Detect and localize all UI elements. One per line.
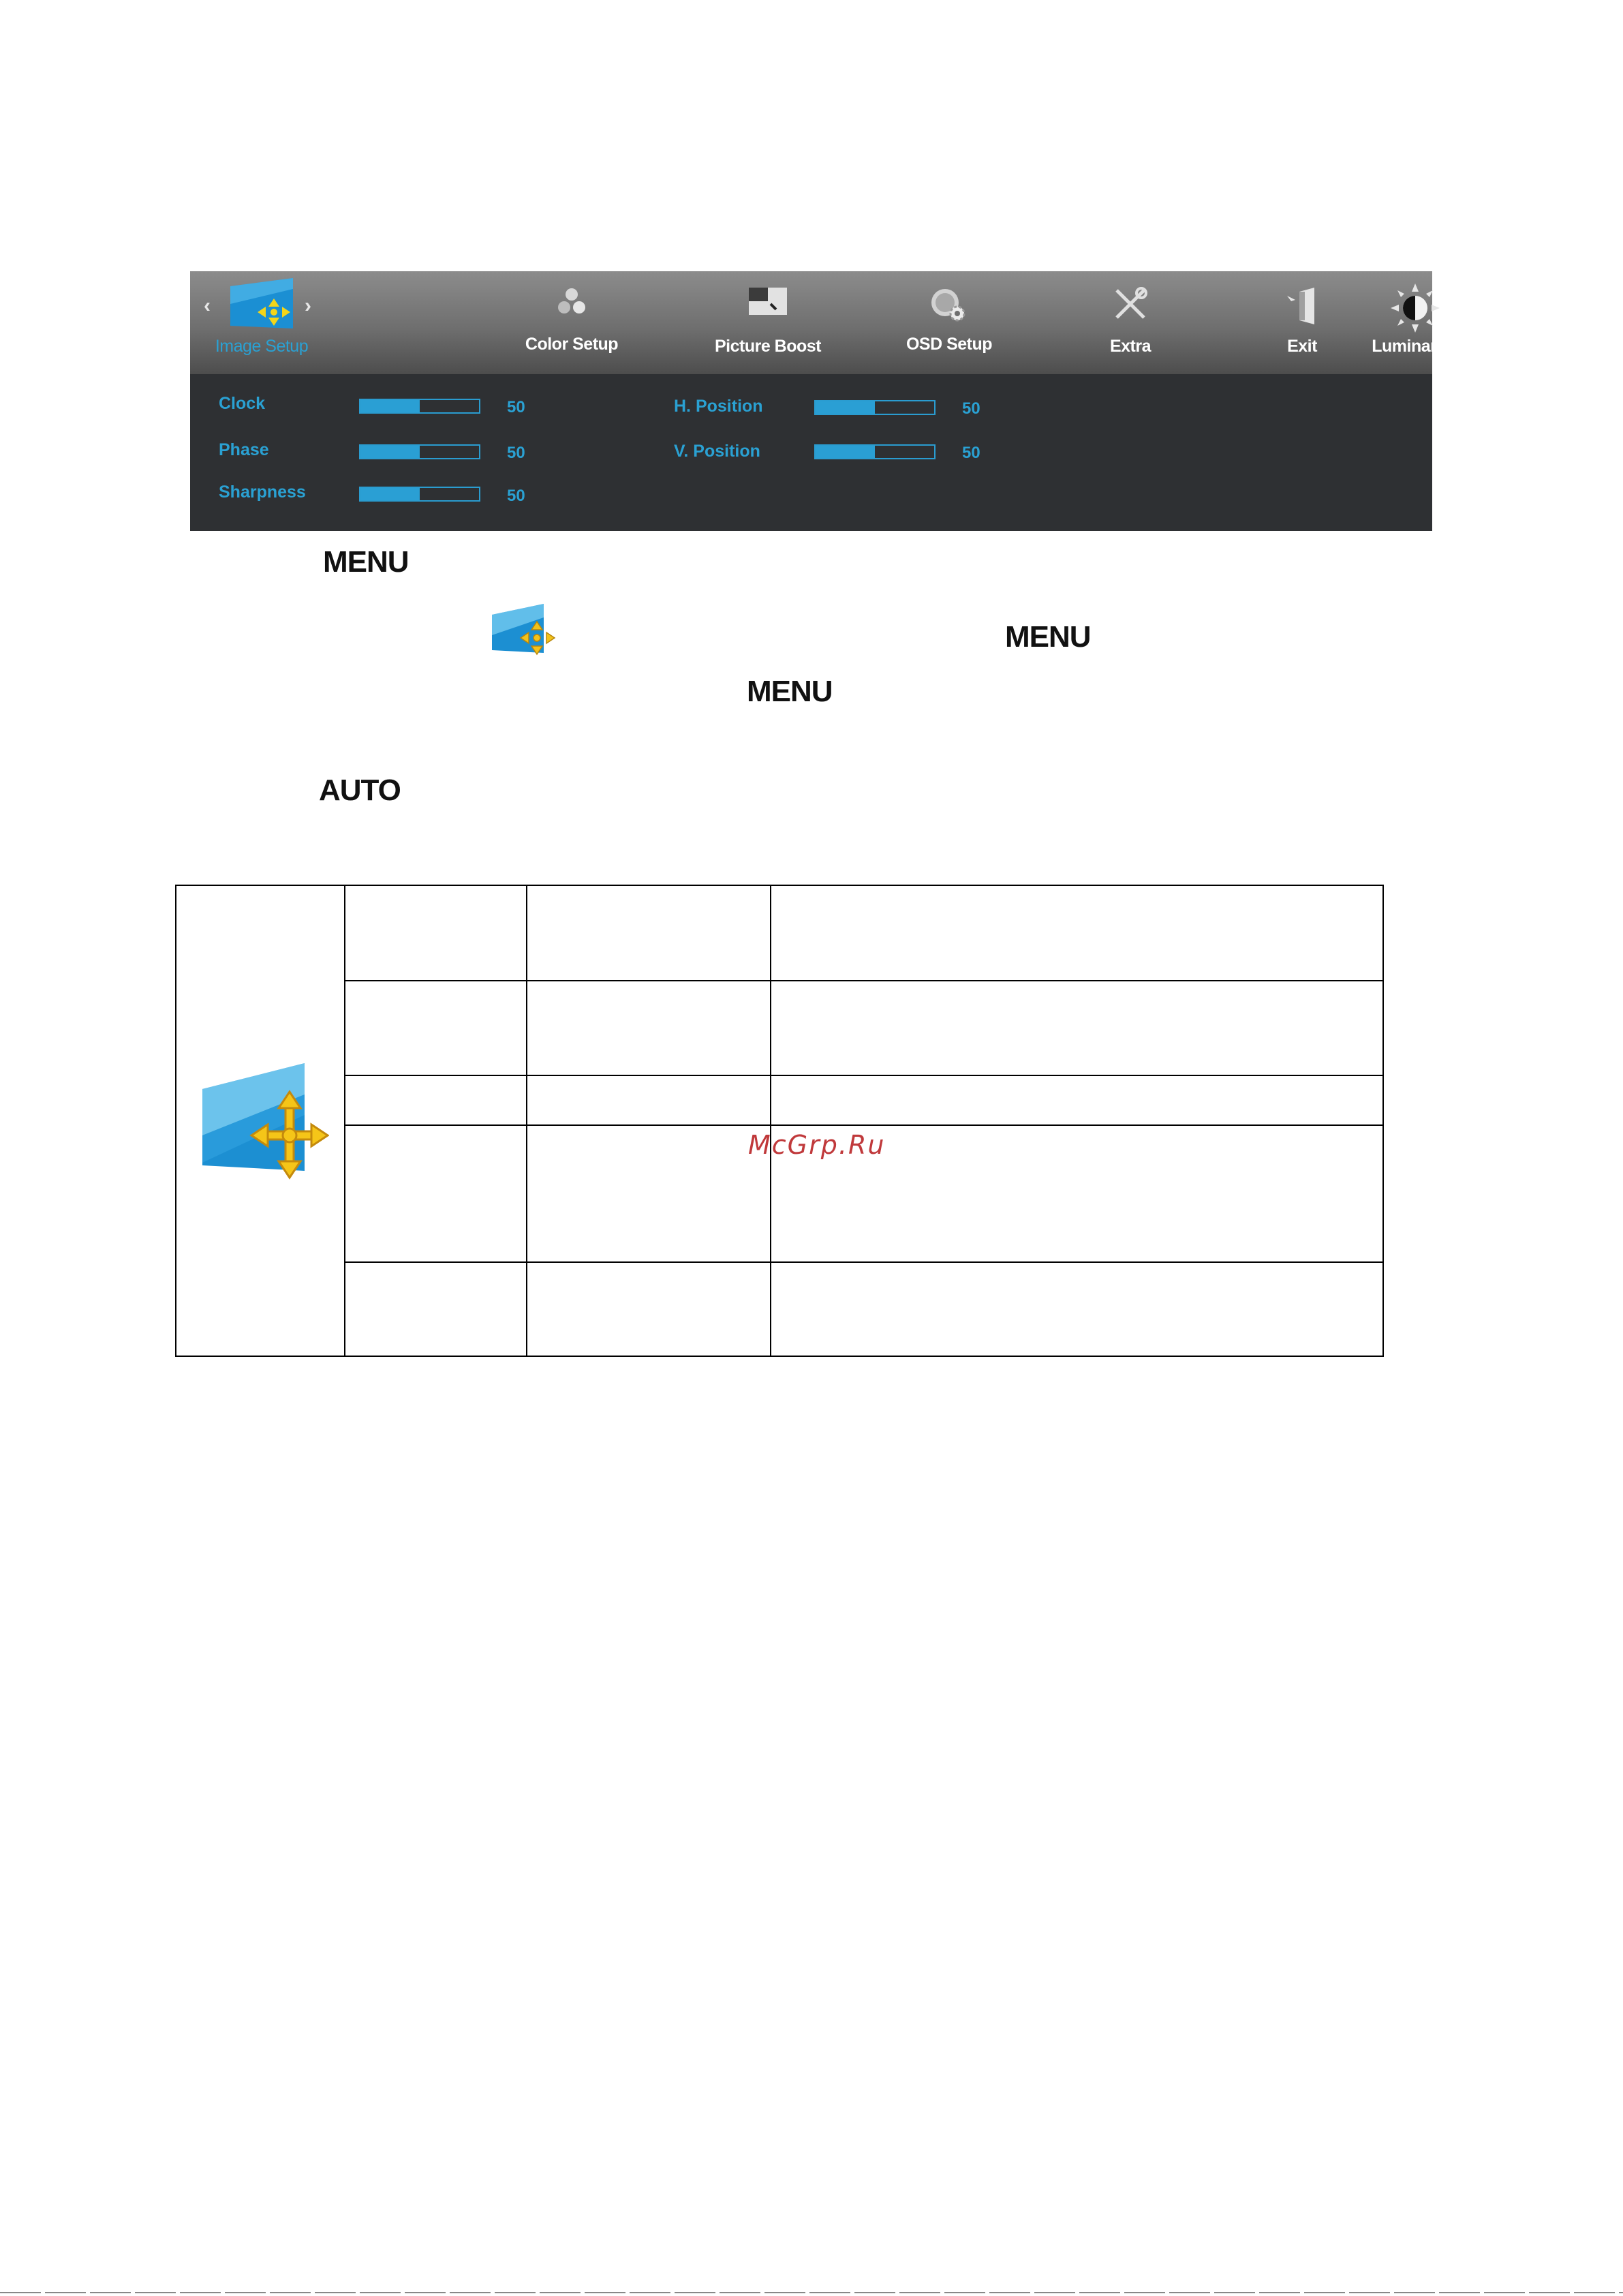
option-value-h-position: 50: [962, 399, 980, 418]
image-setup-icon: [229, 277, 294, 330]
osd-menu: [190, 271, 1459, 531]
tab-label: Luminance: [1372, 337, 1459, 356]
tab-label: Color Setup: [525, 335, 619, 354]
tab-label: Exit: [1287, 337, 1317, 356]
image-setup-icon: [200, 1060, 329, 1180]
color-setup-icon: [555, 286, 589, 318]
image-setup-icon: [491, 602, 556, 657]
tab-luminance[interactable]: [1367, 271, 1463, 374]
table-row-divider: [344, 1124, 1382, 1126]
tab-exit[interactable]: [1231, 271, 1374, 374]
chevron-left-icon[interactable]: ‹: [204, 294, 211, 317]
v-position-slider[interactable]: [814, 444, 936, 459]
table-divider: [526, 886, 527, 1356]
option-label-sharpness: Sharpness: [219, 483, 306, 502]
slider-fill: [360, 488, 420, 500]
table-row-divider: [344, 1075, 1382, 1076]
option-label-v-position: V. Position: [674, 442, 760, 461]
option-value-clock: 50: [507, 398, 525, 416]
exit-icon: [1284, 286, 1320, 326]
page-bottom-rule: [0, 2292, 1623, 2293]
tab-label: Picture Boost: [714, 337, 822, 356]
chevron-right-icon[interactable]: ›: [305, 294, 311, 317]
menu-key-label: MENU: [1005, 620, 1091, 654]
auto-key-label: AUTO: [319, 774, 401, 807]
extra-icon: [1113, 286, 1148, 322]
osd-tab-bar: [190, 271, 1459, 374]
watermark: McGrp.Ru: [748, 1130, 886, 1160]
tab-label: Extra: [1109, 337, 1151, 356]
table-divider: [344, 886, 345, 1356]
tab-picture-boost[interactable]: [696, 271, 839, 374]
image-setup-table: [175, 885, 1384, 1357]
h-position-slider[interactable]: [814, 400, 936, 415]
option-label-clock: Clock: [219, 394, 266, 413]
tab-color-setup[interactable]: [500, 271, 643, 374]
tab-label: OSD Setup: [906, 335, 993, 354]
slider-fill: [816, 446, 875, 458]
slider-fill: [360, 446, 420, 458]
table-row-divider: [344, 1261, 1382, 1263]
option-value-phase: 50: [507, 444, 525, 462]
option-label-phase: Phase: [219, 440, 269, 459]
clock-slider[interactable]: [359, 399, 480, 414]
tab-image-setup[interactable]: [190, 271, 333, 374]
picture-boost-icon: [747, 286, 788, 316]
slider-fill: [360, 400, 420, 412]
luminance-icon: [1389, 282, 1441, 334]
menu-key-label: MENU: [747, 675, 833, 708]
slider-fill: [816, 401, 875, 414]
option-value-sharpness: 50: [507, 487, 525, 505]
phase-slider[interactable]: [359, 444, 480, 459]
option-label-h-position: H. Position: [674, 397, 763, 416]
tab-label: Image Setup: [215, 337, 309, 356]
table-divider: [770, 886, 771, 1356]
menu-key-label: MENU: [323, 545, 409, 579]
tab-extra[interactable]: [1059, 271, 1202, 374]
tab-osd-setup[interactable]: [878, 271, 1021, 374]
option-value-v-position: 50: [962, 444, 980, 462]
osd-setup-icon: [929, 286, 970, 323]
sharpness-slider[interactable]: [359, 487, 480, 502]
table-row-divider: [344, 980, 1382, 981]
